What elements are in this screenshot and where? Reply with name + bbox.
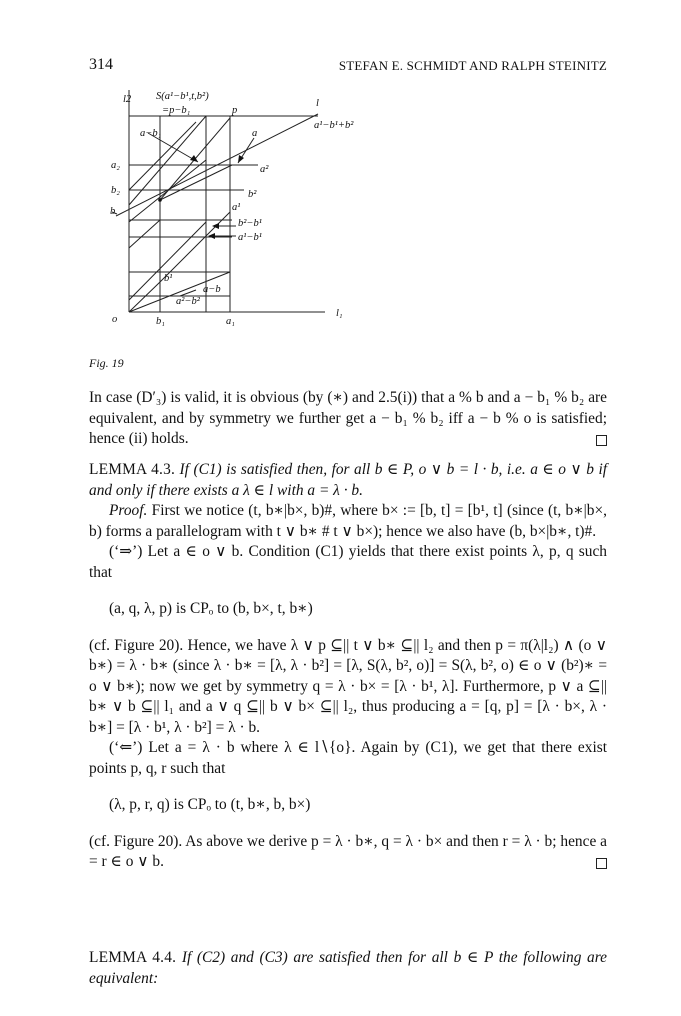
- lemma-4-4-statement: If (C2) and (C3) are satisfied then for all b ∈ P the following are equivalent:: [89, 949, 607, 987]
- label-b: b: [110, 206, 116, 217]
- diag-lower-1: [129, 220, 160, 248]
- label-b2-left: b₂: [111, 185, 120, 196]
- label-a-minus-b: a−b: [203, 284, 221, 295]
- paragraph-1-text: In case (D′₃) is valid, it is obvious (by (∗) and 2.5(i)) that a % b and a − b₁ % b₂ are equivalent, and by symmetry we further get a − b₁ % b₂ iff a − b % o is satisfied; hence (ii) holds.: [89, 389, 607, 447]
- label-l: l: [316, 98, 319, 109]
- lemma-4-4: [89, 948, 607, 989]
- point-b: [158, 198, 162, 202]
- proof-paragraph-1: First we notice (t, b∗|b×, b)#, where b× := [b, t] = [b¹, t] (since (t, b∗|b×, b) forms a parallelogram with t ∨ b∗ # t ∨ b×); hence we also have (b, b×|b∗, t)#.: [89, 502, 607, 540]
- label-a2-b2: a²−b²: [176, 296, 200, 307]
- label-a1-axis: a₁: [226, 316, 235, 327]
- display-equation-1: (a, q, λ, p) is CPₒ to (b, b×, t, b∗): [109, 600, 313, 617]
- lemma-4-4-head: LEMMA 4.4.: [89, 949, 177, 966]
- qed-box-1: [596, 435, 607, 446]
- label-b1-axis: b₁: [156, 316, 165, 327]
- label-a: a: [252, 128, 258, 139]
- running-title: STEFAN E. SCHMIDT AND RALPH STEINITZ: [338, 58, 607, 73]
- lemma-4-3-head: LEMMA 4.3.: [89, 461, 176, 478]
- label-a1: a¹: [232, 202, 241, 213]
- label-a2-left: a₂: [111, 160, 120, 171]
- proof-head: Proof.: [109, 502, 148, 519]
- label-o: o: [112, 314, 118, 325]
- lemma-4-3-statement: If (C1) is satisfied then, for all b ∈ P, o ∨ b = l · b, i.e. a ∈ o ∨ b if and only if there exists a λ ∈ l with a = λ · b.: [89, 461, 608, 499]
- figure-caption: Fig. 19: [89, 356, 124, 370]
- page-number: 314: [89, 56, 113, 73]
- label-a1b1b2: a¹−b¹+b²: [314, 120, 354, 131]
- proof-paragraph-4: (‘⇐’) Let a = λ · b where λ ∈ l∖{o}. Again by (C1), we get that there exist points p, q, r such that: [89, 739, 607, 777]
- label-b2-right: b²: [248, 189, 257, 200]
- figure-labels: [110, 91, 354, 327]
- proof-paragraph-2: (‘⇒’) Let a ∈ o ∨ b. Condition (C1) yields that there exist points λ, p, q such that: [89, 543, 607, 581]
- label-a-minus-b1: a−b₁: [140, 128, 162, 139]
- label-s: S(a¹−b¹,t,b²): [156, 91, 209, 102]
- arrowhead-3: [212, 223, 219, 229]
- proof-paragraph-3: (cf. Figure 20). Hence, we have λ ∨ p ⊆|| t ∨ b∗ ⊆|| l₂ and then p = π(λ|l₂) ∧ (o ∨ b∗) = λ · b∗ (since λ · b∗ = [λ, λ · b²] = [λ, S(λ, b², o)] = S(λ, b², o) ∈ o ∨ (b²)∗ = o ∨ b∗); now we get by symmetry q = λ · b× = [λ · b¹, λ]. Furthermore, p ∨ a ⊆|| b∗ ∨ b ⊆|| l₁ and a ∨ q ⊆|| b ∨ b× ⊆|| l₂, thus producing a = [q, p] = [λ · b×, λ · b∗] = [λ · b¹, λ · b²] = λ · b.: [89, 636, 607, 736]
- label-a1-b1: a¹−b¹: [238, 232, 262, 243]
- qed-box-2: [596, 858, 607, 869]
- proof-paragraph-5: (cf. Figure 20). As above we derive p = λ · b∗, q = λ · b× and then r = λ · b; hence a = r ∈ o ∨ b.: [89, 832, 607, 870]
- figure-19: [0, 0, 681, 360]
- diag-o-b1: [129, 282, 160, 312]
- label-p-eq: =p−b₁: [162, 105, 191, 116]
- diag-mid-1: [129, 222, 206, 300]
- lemma-4-3: [89, 460, 607, 873]
- figure-lines: [112, 90, 325, 312]
- label-a2-right: a²: [260, 164, 269, 175]
- display-equation-2: (λ, p, r, q) is CPₒ to (t, b∗, b, b×): [109, 796, 311, 813]
- label-b1: b¹: [164, 273, 173, 284]
- label-l1: l₁: [336, 308, 343, 319]
- arrowhead-4: [208, 233, 215, 239]
- paragraph-1: [89, 388, 607, 450]
- label-p: p: [232, 105, 238, 116]
- arrowhead-2: [238, 155, 244, 163]
- label-b2-b1: b²−b¹: [238, 218, 262, 229]
- label-l2: l2: [123, 94, 132, 105]
- diag-lower-2: [160, 165, 232, 200]
